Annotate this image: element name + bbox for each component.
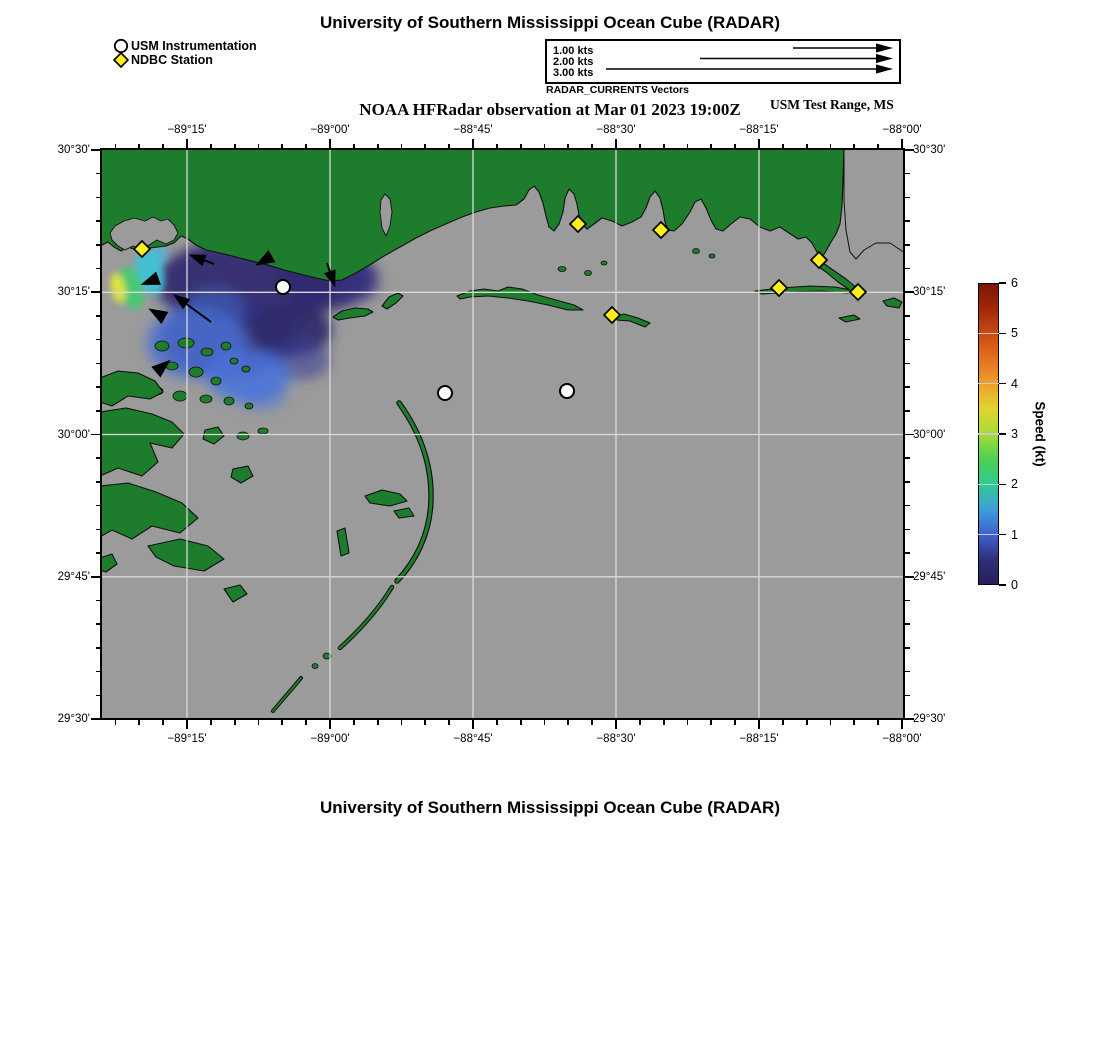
vector-scale-arrowhead — [876, 64, 893, 73]
x-tick-label: −89°15' — [167, 124, 207, 136]
colorbar-tick — [999, 282, 1006, 284]
x-tick — [901, 720, 903, 729]
y-tick — [96, 268, 101, 270]
y-tick — [91, 576, 100, 578]
y-tick — [905, 244, 910, 246]
y-tick-label: 30°15' — [913, 286, 946, 299]
x-tick-label: −89°15' — [167, 733, 207, 745]
y-tick — [91, 149, 100, 151]
y-tick — [96, 244, 101, 246]
x-tick — [424, 144, 426, 149]
x-tick — [687, 720, 689, 725]
x-tick — [591, 144, 593, 149]
vector-scale-2kt-label: 2.00 kts — [553, 56, 594, 68]
vector-scale-caption: RADAR_CURRENTS Vectors — [546, 84, 689, 96]
y-tick — [905, 220, 910, 222]
colorbar-gridline — [978, 433, 999, 435]
x-tick — [544, 144, 546, 149]
x-tick-label: −89°00' — [310, 124, 350, 136]
x-tick — [615, 139, 617, 148]
colorbar-tick — [999, 383, 1006, 385]
y-tick — [96, 197, 101, 199]
y-tick — [905, 647, 910, 649]
x-tick — [210, 144, 212, 149]
y-tick — [96, 623, 101, 625]
x-tick — [544, 720, 546, 725]
y-tick — [96, 363, 101, 365]
x-tick — [520, 144, 522, 149]
x-tick — [496, 144, 498, 149]
y-tick-label: 30°00' — [913, 428, 946, 441]
x-tick — [448, 144, 450, 149]
x-tick — [782, 720, 784, 725]
x-tick — [639, 144, 641, 149]
x-tick — [377, 720, 379, 725]
x-tick — [424, 720, 426, 725]
x-tick — [258, 144, 260, 149]
colorbar-tick — [999, 584, 1006, 586]
y-tick-label: 30°15' — [57, 286, 90, 299]
y-tick — [905, 197, 910, 199]
diamond-marker-icon — [114, 53, 128, 67]
map-panel — [100, 148, 905, 720]
x-tick — [186, 720, 188, 729]
y-tick — [96, 671, 101, 673]
x-tick — [758, 720, 760, 729]
x-tick — [305, 144, 307, 149]
y-tick — [96, 339, 101, 341]
x-tick — [520, 720, 522, 725]
x-tick-label: −88°15' — [739, 733, 779, 745]
colorbar-gridline — [978, 534, 999, 536]
x-tick — [281, 720, 283, 725]
x-tick — [305, 720, 307, 725]
x-tick — [162, 720, 164, 725]
x-tick — [877, 720, 879, 725]
x-tick — [710, 144, 712, 149]
y-tick — [96, 529, 101, 531]
y-tick-label: 30°30' — [57, 144, 90, 156]
y-tick — [96, 173, 101, 175]
y-tick-label: 29°45' — [913, 570, 946, 583]
x-tick — [234, 720, 236, 725]
x-tick — [615, 720, 617, 729]
y-tick-label: 30°30' — [913, 144, 946, 156]
colorbar-gridline — [978, 383, 999, 385]
y-tick — [96, 481, 101, 483]
y-tick — [96, 552, 101, 554]
y-tick — [905, 600, 910, 602]
vector-scale-arrows — [547, 41, 895, 78]
y-tick — [905, 173, 910, 175]
x-tick — [639, 720, 641, 725]
y-tick-label: 30°00' — [57, 428, 90, 441]
x-tick — [472, 720, 474, 729]
x-tick — [353, 144, 355, 149]
vector-scale-3kt-label: 3.00 kts — [553, 67, 594, 79]
colorbar-tick-label: 0 — [1011, 578, 1018, 592]
x-tick — [830, 144, 832, 149]
legend-marker-icons — [112, 37, 130, 71]
colorbar-gridline — [978, 333, 999, 335]
x-tick-label: −88°45' — [453, 733, 493, 745]
y-tick — [96, 220, 101, 222]
x-tick — [258, 720, 260, 725]
legend-ndbc-label: NDBC Station — [131, 53, 213, 67]
x-tick — [806, 144, 808, 149]
x-tick — [401, 144, 403, 149]
circle-marker-icon — [115, 40, 127, 52]
x-tick — [496, 720, 498, 725]
marker-legend — [112, 37, 332, 71]
x-tick-label: −88°00' — [882, 124, 922, 136]
y-tick — [96, 457, 101, 459]
x-tick — [901, 139, 903, 148]
vector-scale-1kt-label: 1.00 kts — [553, 45, 594, 57]
y-tick — [905, 363, 910, 365]
y-tick — [96, 600, 101, 602]
x-tick — [234, 144, 236, 149]
usm-instrument-marker — [438, 386, 452, 400]
x-tick — [472, 139, 474, 148]
colorbar-tick-label: 5 — [1011, 326, 1018, 341]
y-tick — [96, 647, 101, 649]
y-tick — [905, 339, 910, 341]
y-tick — [96, 410, 101, 412]
y-tick — [96, 695, 101, 697]
y-tick — [91, 718, 100, 720]
x-tick — [758, 139, 760, 148]
x-tick — [353, 720, 355, 725]
y-tick-label: 29°30' — [57, 713, 90, 725]
x-tick-label: −88°15' — [739, 124, 779, 136]
colorbar-gridline — [978, 484, 999, 486]
colorbar-tick-label: 2 — [1011, 477, 1018, 492]
y-tick — [905, 505, 910, 507]
page-title: University of Southern Mississippi Ocean Cube (RADAR) — [319, 13, 780, 32]
colorbar-tick-label: 4 — [1011, 376, 1018, 391]
y-tick — [905, 457, 910, 459]
y-tick — [905, 623, 910, 625]
x-tick — [806, 720, 808, 725]
x-tick — [734, 144, 736, 149]
x-tick — [138, 720, 140, 725]
x-tick-label: −88°30' — [596, 733, 636, 745]
y-tick — [96, 505, 101, 507]
y-tick-label: 29°45' — [57, 570, 90, 583]
x-tick — [853, 720, 855, 725]
x-tick — [448, 720, 450, 725]
legend-usm-label: USM Instrumentation — [131, 39, 257, 53]
x-tick — [210, 720, 212, 725]
x-tick — [687, 144, 689, 149]
x-tick — [853, 144, 855, 149]
x-tick — [710, 720, 712, 725]
y-tick — [905, 315, 910, 317]
colorbar-tick — [999, 484, 1006, 486]
vector-scale-box — [545, 39, 901, 84]
y-tick — [905, 410, 910, 412]
colorbar-tick — [999, 333, 1006, 335]
usm-instrument-marker — [276, 280, 290, 294]
x-tick — [329, 720, 331, 729]
x-tick — [115, 720, 117, 725]
y-tick — [96, 386, 101, 388]
vector-scale-arrowhead — [876, 43, 893, 52]
y-tick — [96, 315, 101, 317]
x-tick-label: −88°30' — [596, 124, 636, 136]
vector-scale-arrowhead — [876, 54, 893, 63]
y-tick — [905, 386, 910, 388]
x-tick — [115, 144, 117, 149]
x-tick — [329, 139, 331, 148]
y-tick — [905, 268, 910, 270]
y-tick — [905, 481, 910, 483]
y-tick-label: 29°30' — [913, 713, 946, 725]
colorbar-tick-label: 1 — [1011, 527, 1018, 542]
y-tick — [905, 552, 910, 554]
x-tick — [877, 144, 879, 149]
x-tick — [567, 720, 569, 725]
x-tick — [830, 720, 832, 725]
x-tick — [162, 144, 164, 149]
usm-instrument-marker — [560, 384, 574, 398]
map-graphics — [102, 150, 903, 718]
colorbar-tick — [999, 433, 1006, 435]
x-tick — [663, 144, 665, 149]
x-tick-label: −88°00' — [882, 733, 922, 745]
x-tick — [591, 720, 593, 725]
y-tick — [91, 434, 100, 436]
x-tick — [401, 720, 403, 725]
x-tick — [281, 144, 283, 149]
y-tick — [905, 695, 910, 697]
colorbar-tick-label: 6 — [1011, 276, 1018, 290]
x-tick — [663, 720, 665, 725]
y-tick — [91, 291, 100, 293]
region-label: USM Test Range, MS — [770, 97, 894, 112]
x-tick-label: −88°45' — [453, 124, 493, 136]
colorbar-tick-label: 3 — [1011, 427, 1018, 441]
colorbar-title: Speed (kt) — [1032, 401, 1048, 467]
x-tick — [186, 139, 188, 148]
x-tick — [138, 144, 140, 149]
x-tick — [377, 144, 379, 149]
map-subtitle: NOAA HFRadar observation at Mar 01 2023 19:00Z — [359, 100, 741, 119]
mobile-bay — [844, 150, 903, 259]
x-tick — [567, 144, 569, 149]
footer-title: University of Southern Mississippi Ocean Cube (RADAR) — [319, 798, 780, 817]
y-tick — [905, 671, 910, 673]
x-tick-label: −89°00' — [310, 733, 350, 745]
colorbar-tick — [999, 534, 1006, 536]
y-tick — [905, 529, 910, 531]
x-tick — [734, 720, 736, 725]
x-tick — [782, 144, 784, 149]
